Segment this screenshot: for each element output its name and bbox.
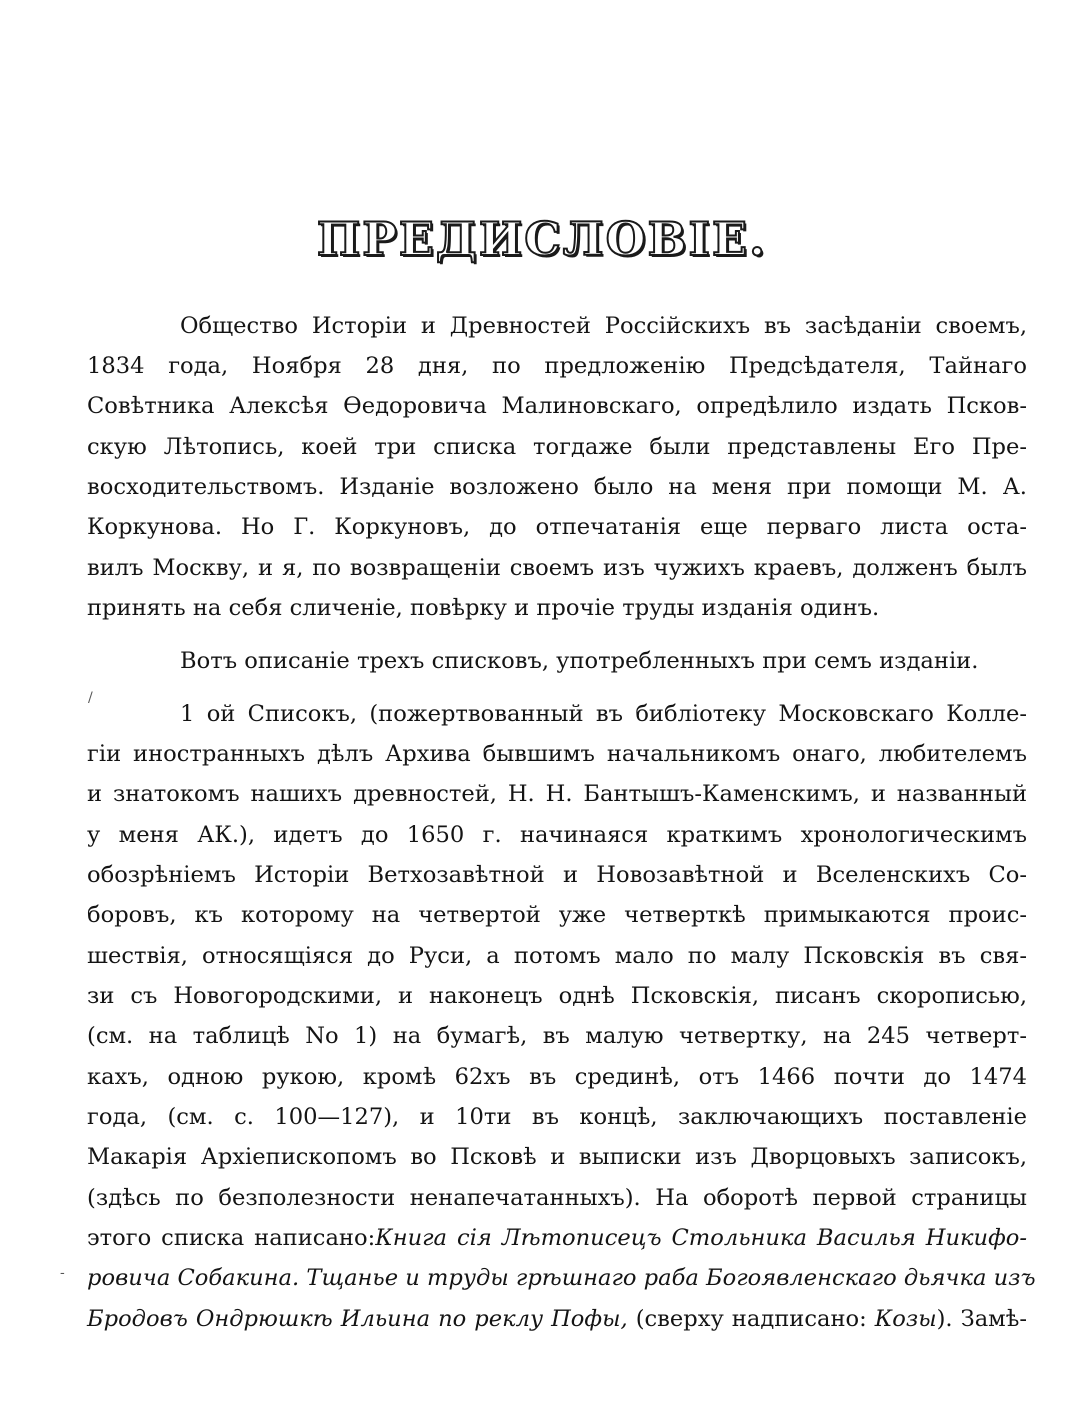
text-line: Общество Исторіи и Древностей Россійскихъ въ засѣданіи своемъ, xyxy=(180,313,1027,339)
text-line: Макарія Архіепископомъ во Псковѣ и выписки изъ Дворцовыхъ записокъ, xyxy=(87,1144,1027,1170)
text-line: вилъ Москву, и я, по возвращеніи своемъ изъ чужихъ краевъ, долженъ былъ xyxy=(87,555,1027,581)
italic-span: Козы xyxy=(874,1306,937,1332)
text-line: Коркунова. Но Г. Коркуновъ, до отпечатанія еще перваго листа оста- xyxy=(87,514,1027,540)
text-line: зи съ Новогородскими, и наконецъ однѣ Псковскія, писанъ скорописью, xyxy=(87,983,1027,1009)
text-line: 1 ой Списокъ, (пожертвованный въ библіотеку Московскаго Колле- xyxy=(180,701,1027,727)
text-line: шествія, относящіяся до Руси, а потомъ мало по малу Псковскія въ свя- xyxy=(87,943,1027,969)
text-line: гіи иностранныхъ дѣлъ Архива бывшимъ начальникомъ онаго, любителемъ xyxy=(87,741,1027,767)
text-line: Совѣтника Алексѣя Ѳедоровича Малиновскаго, опредѣлило издать Псков- xyxy=(87,393,1027,419)
text-line: (см. на таблицѣ No 1) на бумагѣ, въ малую четвертку, на 245 четверт- xyxy=(87,1023,1027,1049)
stray-mark: - xyxy=(60,1265,65,1281)
text-line: скую Лѣтопись, коей три списка тогдаже были представлены Его Пре- xyxy=(87,434,1027,460)
text-line: (здѣсь по безполезности ненапечатанныхъ). На оборотѣ первой страницы xyxy=(87,1185,1027,1211)
text-line: боровъ, къ которому на четвертой уже четверткѣ примыкаются проис- xyxy=(87,902,1027,928)
italic-span: Книга сія Лѣтописецъ Стольника Василья Никифо- xyxy=(375,1225,1027,1251)
text-line: 1834 года, Ноября 28 дня, по предложенію Предсѣдателя, Тайнаго xyxy=(87,353,1027,379)
text-line-mixed xyxy=(87,1218,1027,1258)
italic-span: Бродовъ Ондрюшкѣ Ильина по реклу Пофы, xyxy=(87,1306,628,1332)
page-title: ПРЕДИСЛОВІЕ. xyxy=(316,212,768,266)
text-line: принять на себя сличеніе, повѣрку и прочіе труды изданія одинъ. xyxy=(87,595,880,621)
text-line: кахъ, одною рукою, кромѣ 62хъ въ срединѣ, отъ 1466 почти до 1474 xyxy=(87,1064,1027,1090)
text-line: года, (см. с. 100—127), и 10ти въ концѣ, заключающихъ поставленіе xyxy=(87,1104,1027,1130)
text-line-mixed xyxy=(87,1299,1027,1339)
text-span: (сверху надписано: xyxy=(635,1306,867,1332)
text-line: восходительствомъ. Изданіе возложено было на меня при помощи М. А. xyxy=(87,474,1027,500)
text-line: Вотъ описаніе трехъ списковъ, употребленныхъ при семъ изданіи. xyxy=(180,648,979,674)
text-span: ). Замѣ- xyxy=(936,1306,1028,1332)
text-line: обозрѣніемъ Исторіи Ветхозавѣтной и Новозавѣтной и Вселенскихъ Со- xyxy=(87,862,1027,888)
text-span: этого списка написано: xyxy=(87,1225,376,1251)
stray-mark: / xyxy=(88,690,93,706)
text-line: у меня АК.), идетъ до 1650 г. начинаяся краткимъ хронологическимъ xyxy=(87,822,1027,848)
text-line: и знатокомъ нашихъ древностей, Н. Н. Бантышъ-Каменскимъ, и названный xyxy=(87,781,1027,807)
text-line-italic: ровича Собакина. Тщанье и труды грѣшнаго раба Богоявленскаго дьячка изъ xyxy=(87,1265,1036,1291)
